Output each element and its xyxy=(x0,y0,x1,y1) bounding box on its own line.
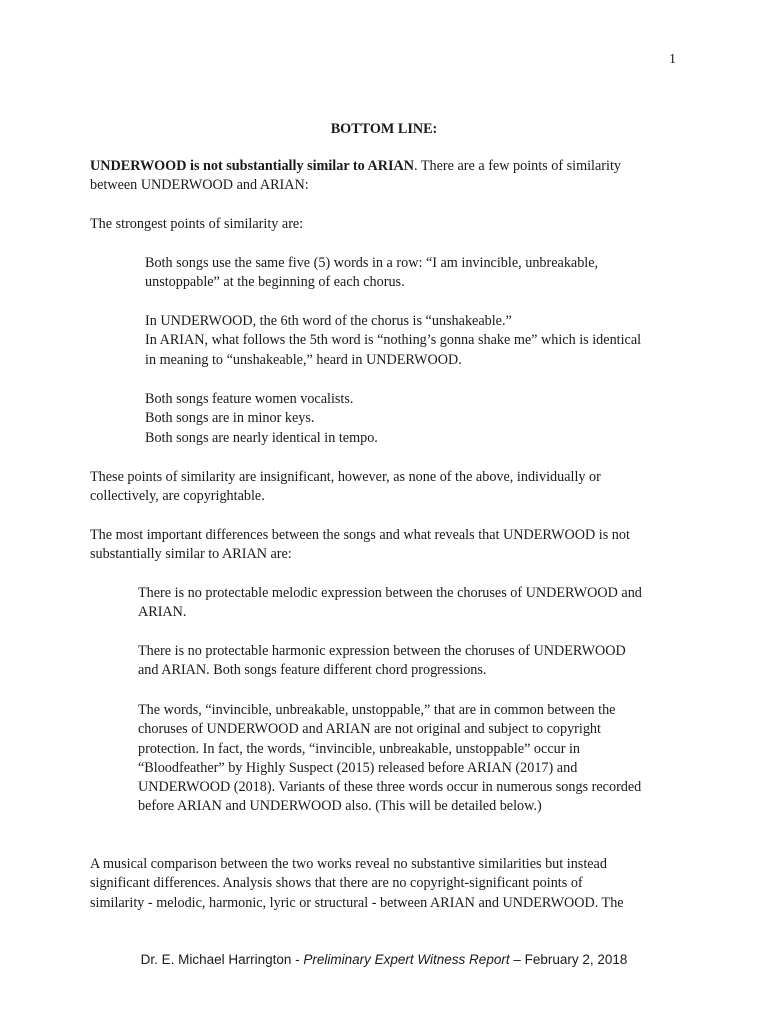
intro-bold-statement: UNDERWOOD is not substantially similar to ARIAN xyxy=(90,158,415,174)
paragraph-line: A musical comparison between the two works reveal no substantive similarities but instead xyxy=(90,856,607,872)
paragraph-line: There is no protectable melodic expression between the choruses of UNDERWOOD and xyxy=(138,585,642,601)
paragraph-line: In UNDERWOOD, the 6th word of the chorus is “unshakeable.” xyxy=(145,313,512,329)
strongest-label xyxy=(90,215,690,234)
paragraph-line: In ARIAN, what follows the 5th word is “nothing’s gonna shake me” which is identical xyxy=(145,332,642,349)
paragraph-line: and ARIAN. Both songs feature different chord progressions. xyxy=(138,662,487,679)
intro-line-1 xyxy=(90,157,690,176)
paragraph-line: “Bloodfeather” by Highly Suspect (2015) released before ARIAN (2017) and xyxy=(138,759,578,776)
page-number: 1 xyxy=(669,52,676,67)
paragraph-line: collectively, are copyrightable. xyxy=(90,488,265,505)
intro-line-2: between UNDERWOOD and ARIAN: xyxy=(90,177,309,194)
paragraph-line: The words, “invincible, unbreakable, unstoppable,” that are in common between the xyxy=(138,702,616,718)
similarity-paragraph-3 xyxy=(145,390,705,448)
difference-paragraph-2 xyxy=(138,642,698,681)
similarity-paragraph-2 xyxy=(145,312,705,370)
comparison-paragraph xyxy=(90,855,690,913)
paragraph-line: The most important differences between the songs and what reveals that UNDERWOOD is not xyxy=(90,527,630,543)
page-footer xyxy=(0,950,768,969)
difference-paragraph-3 xyxy=(138,701,698,817)
paragraph-line: in meaning to “unshakeable,” heard in UNDERWOOD. xyxy=(145,351,462,368)
paragraph-line: UNDERWOOD (2018). Variants of these three words occur in numerous songs recorded xyxy=(138,779,642,796)
paragraph-line: Both songs use the same five (5) words in a row: “I am invincible, unbreakable, xyxy=(145,255,599,271)
paragraph-line: ARIAN. xyxy=(138,604,187,621)
paragraph-line: Both songs feature women vocalists. xyxy=(145,391,354,407)
strongest-label-text: The strongest points of similarity are: xyxy=(90,216,304,232)
paragraph-line: substantially similar to ARIAN are: xyxy=(90,546,292,563)
intro-paragraph xyxy=(90,157,690,196)
paragraph-line: protection. In fact, the words, “invincible, unbreakable, unstoppable” occur in xyxy=(138,740,581,757)
paragraph-line: unstoppable” at the beginning of each chorus. xyxy=(145,274,405,291)
paragraph-line: before ARIAN and UNDERWOOD also. (This will be detailed below.) xyxy=(138,798,542,815)
paragraph-line: Both songs are nearly identical in tempo. xyxy=(145,429,378,446)
differences-label xyxy=(90,526,690,565)
difference-paragraph-1 xyxy=(138,584,698,623)
insignificant-paragraph xyxy=(90,468,690,507)
footer-date: – February 2, 2018 xyxy=(509,952,628,967)
intro-rest: . There are a few points of similarity xyxy=(414,158,621,174)
paragraph-line: Both songs are in minor keys. xyxy=(145,410,315,427)
paragraph-line: choruses of UNDERWOOD and ARIAN are not original and subject to copyright xyxy=(138,721,601,738)
paragraph-line: similarity - melodic, harmonic, lyric or structural - between ARIAN and UNDERWOOD. The xyxy=(90,894,624,911)
paragraph-line: significant differences. Analysis shows that there are no copyright-significant points of xyxy=(90,875,583,892)
similarity-paragraph-1 xyxy=(145,254,705,293)
footer-author: Dr. E. Michael Harrington - xyxy=(140,952,304,967)
paragraph-line: These points of similarity are insignificant, however, as none of the above, individually or xyxy=(90,469,601,485)
footer-report-title: Preliminary Expert Witness Report xyxy=(303,952,510,967)
paragraph-line: There is no protectable harmonic expression between the choruses of UNDERWOOD xyxy=(138,643,626,659)
section-heading: BOTTOM LINE: xyxy=(330,121,438,137)
